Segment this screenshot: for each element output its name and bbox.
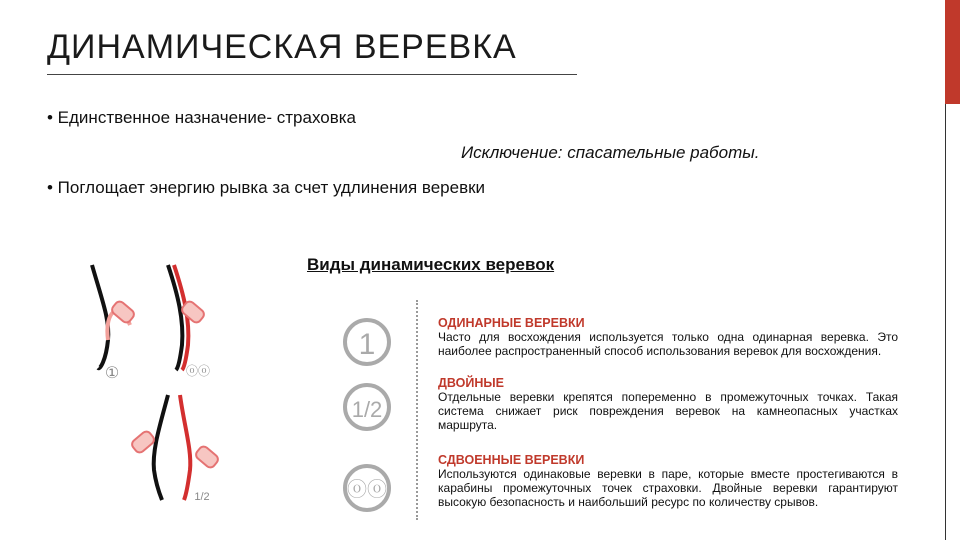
section-title-twin: СДВОЕННЫЕ ВЕРЕВКИ (438, 453, 585, 467)
section-text-twin: Используются одинаковые веревки в паре, которые вместе простегиваются в карабины промежуточных точек страховки. Двойные веревки гарантируют высокую безопасность и наибольший ресурс по количеству срывов. (438, 467, 898, 509)
rope-label-single: ① (104, 365, 120, 382)
exception-note: Исключение: спасательные работы. (461, 143, 760, 162)
rope-illustration (80, 260, 260, 510)
bullet-energy: • Поглощает энергию рывка за счет удлинения веревки (47, 178, 486, 197)
section-single (438, 316, 898, 358)
section-text-single: Часто для восхождения используется только одна одинарная веревка. Это наиболее распространенный способ использования веревок для восхождения. (438, 330, 898, 358)
section-title-half: ДВОЙНЫЕ (438, 376, 504, 390)
section-title-single: ОДИНАРНЫЕ ВЕРЕВКИ (438, 316, 585, 330)
bullet-purpose: • Единственное назначение- страховка (47, 108, 357, 127)
accent-bar (945, 0, 960, 104)
slide-title: ДИНАМИЧЕСКАЯ ВЕРЕВКА (47, 28, 517, 66)
section-half (438, 376, 898, 432)
symbol-twin: ⓞⓞ (347, 479, 387, 501)
rope-label-twin: ⓞⓞ (185, 364, 211, 378)
frame-border (945, 104, 960, 540)
section-twin (438, 453, 898, 509)
symbol-half: 1/2 (351, 397, 383, 422)
rope-type-symbols (330, 310, 410, 520)
rope-label-half: 1/2 (194, 491, 210, 503)
symbol-single: 1 (358, 328, 376, 361)
title-underline (47, 74, 577, 75)
subtitle: Виды динамических веревок (307, 255, 555, 274)
section-text-half: Отдельные веревки крепятся попеременно в промежуточных точках. Такая система снижает риск повреждения веревок на камнеопасных участках маршрута. (438, 390, 898, 432)
dotted-divider (416, 300, 420, 520)
